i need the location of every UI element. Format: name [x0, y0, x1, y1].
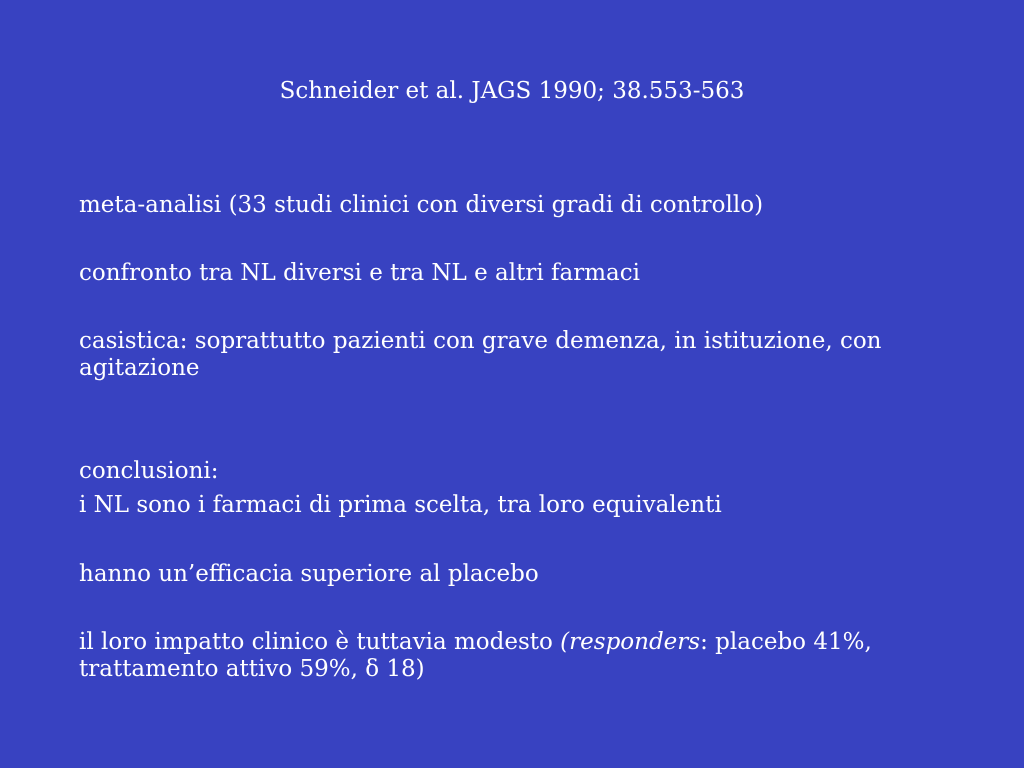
conclusion-prima-scelta: i NL sono i farmaci di prima scelta, tra loro equivalenti: [79, 492, 722, 518]
bullet-casistica: casistica: soprattutto pazienti con grave demenza, in istituzione, con agitazione: [79, 328, 882, 381]
slide-title: Schneider et al. JAGS 1990; 38.553-563: [279, 78, 745, 104]
conclusion-impatto-clinico: [79, 629, 959, 683]
bullet-meta-analisi: meta-analisi (33 studi clinici con diversi gradi di controllo): [79, 192, 764, 218]
impatto-prefix: il loro impatto clinico è tuttavia modesto: [79, 629, 561, 655]
impatto-open-paren: (: [560, 629, 570, 655]
conclusions-label: conclusioni:: [79, 458, 219, 484]
responders-term: responders: [569, 629, 701, 655]
conclusion-efficacia: hanno un’efficacia superiore al placebo: [79, 561, 539, 587]
bullet-confronto: confronto tra NL diversi e tra NL e altri farmaci: [79, 260, 640, 286]
impatto-suffix: : placebo 41%, trattamento attivo 59%, δ 18): [79, 629, 872, 682]
